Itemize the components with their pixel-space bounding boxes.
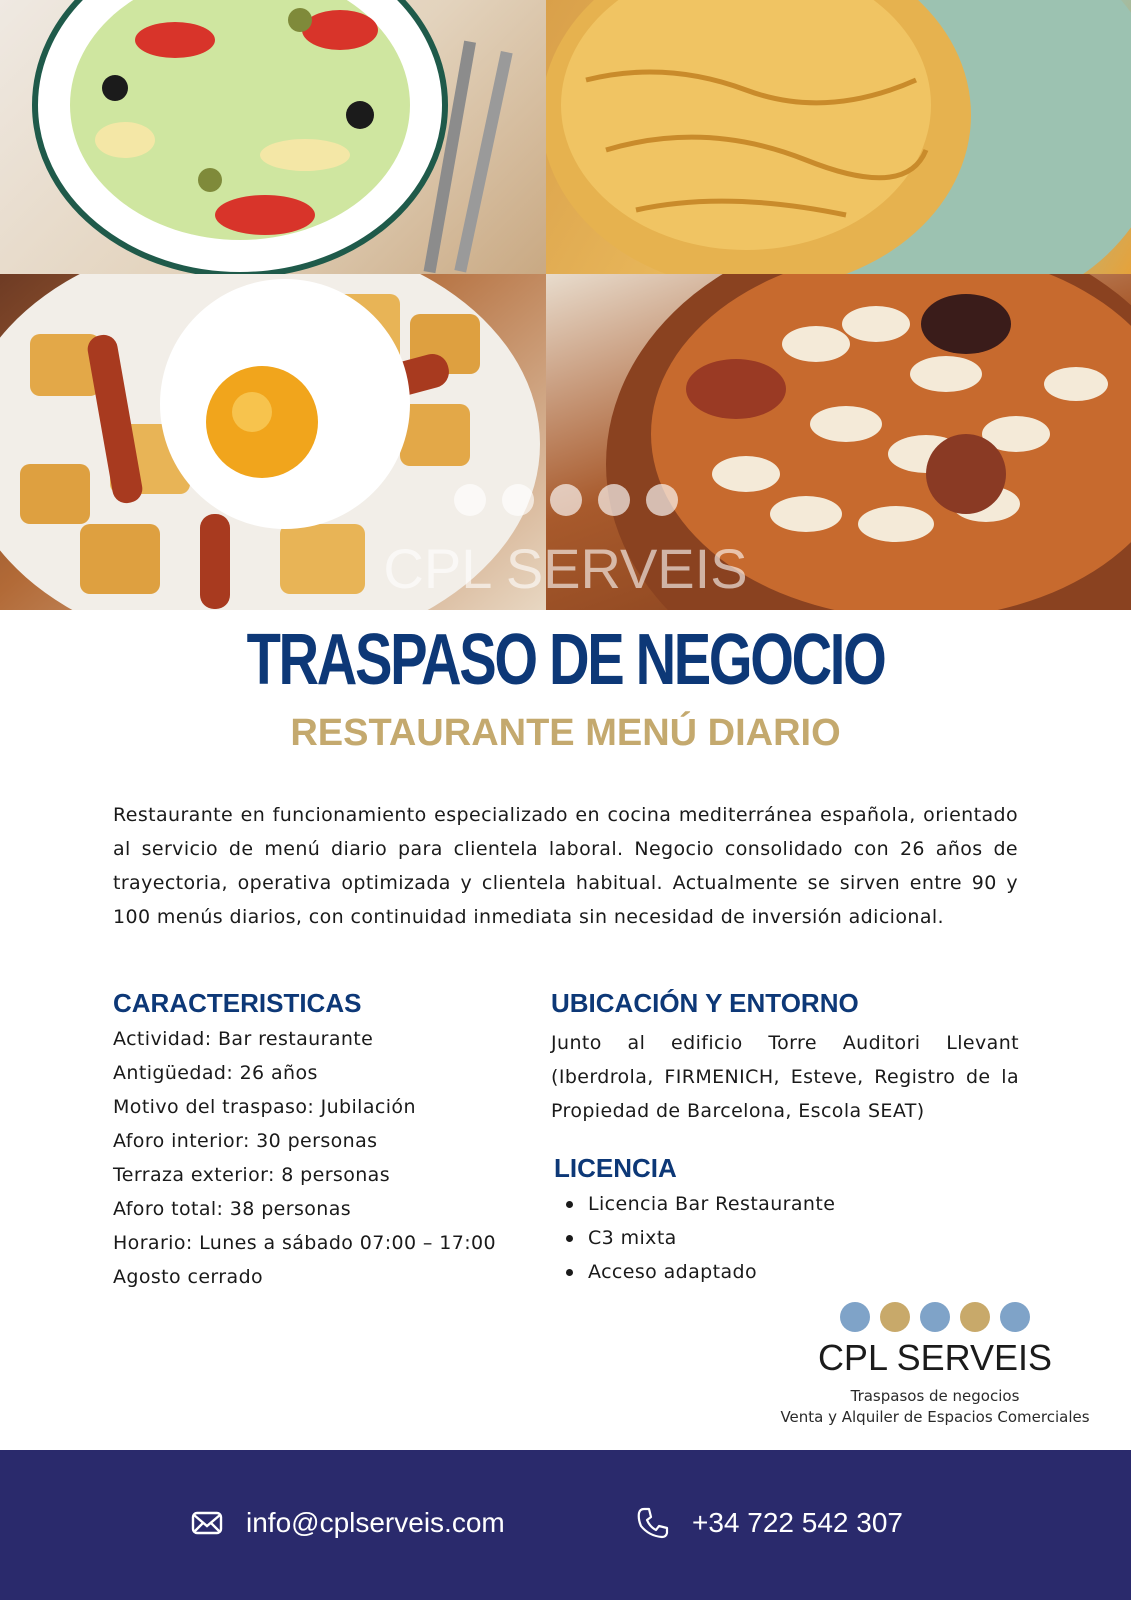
features-list [113, 1022, 533, 1294]
feature-item: Motivo del traspaso: Jubilación [113, 1096, 416, 1118]
watermark-dots [454, 484, 678, 516]
feature-item: Actividad: Bar restaurante [113, 1028, 374, 1050]
tortilla-photo [546, 0, 1131, 274]
license-heading: LICENCIA [554, 1153, 677, 1183]
logo-tagline-1: Traspasos de negocios [850, 1387, 1020, 1405]
license-section [554, 1151, 1022, 1289]
license-item: Licencia Bar Restaurante [554, 1187, 1022, 1221]
logo-dot [920, 1302, 950, 1332]
license-item: Acceso adaptado [554, 1255, 1022, 1289]
location-section [551, 986, 1019, 1128]
logo-dot [840, 1302, 870, 1332]
feature-item: Aforo total: 38 personas [113, 1198, 352, 1220]
feature-item: Horario: Lunes a sábado 07:00 – 17:00 [113, 1232, 497, 1254]
location-text: Junto al edificio Torre Auditori Llevant (Iberdrola, FIRMENICH, Esteve, Registro de la Propiedad de Barcelona, Escola SEAT) [551, 1032, 1019, 1122]
logo-dot [960, 1302, 990, 1332]
salad-photo [0, 0, 546, 274]
email-contact[interactable] [190, 1506, 505, 1540]
license-list [554, 1187, 1022, 1289]
logo-dot [880, 1302, 910, 1332]
feature-item: Terraza exterior: 8 personas [113, 1164, 391, 1186]
intro-paragraph: Restaurante en funcionamiento especializado en cocina mediterránea española, orientado al servicio de menú diario para clientela laboral. Negocio consolidado con 26 años de trayectoria, operativa optimizada y clientela habitual. Actualmente se sirven entre 90 y 100 menús diarios, con continuidad inmediata sin necesidad de inversión adicional. [113, 804, 1018, 928]
watermark-text: CPL SERVEIS [383, 537, 748, 600]
location-heading: UBICACIÓN Y ENTORNO [551, 988, 859, 1018]
logo-dots [770, 1302, 1100, 1332]
email-text[interactable]: info@cplserveis.com [246, 1507, 505, 1538]
feature-item: Agosto cerrado [113, 1266, 264, 1288]
license-item: C3 mixta [554, 1221, 1022, 1255]
mail-icon [190, 1506, 224, 1540]
feature-item: Aforo interior: 30 personas [113, 1130, 378, 1152]
page-title: TRASPASO DE NEGOCIO [246, 620, 885, 700]
features-section [113, 986, 533, 1294]
phone-contact[interactable] [636, 1506, 903, 1540]
logo-name: CPL SERVEIS [817, 1337, 1053, 1378]
logo-tagline-2: Venta y Alquiler de Espacios Comerciales [780, 1408, 1090, 1426]
feature-item: Antigüedad: 26 años [113, 1062, 318, 1084]
phone-icon [636, 1506, 670, 1540]
phone-text[interactable]: +34 722 542 307 [692, 1507, 903, 1538]
logo-dot [1000, 1302, 1030, 1332]
features-heading: CARACTERISTICAS [113, 988, 362, 1018]
page-subtitle: RESTAURANTE MENÚ DIARIO [290, 712, 841, 754]
food-photo-collage [0, 0, 1131, 610]
company-logo [770, 1302, 1100, 1428]
contact-footer [0, 1450, 1131, 1600]
